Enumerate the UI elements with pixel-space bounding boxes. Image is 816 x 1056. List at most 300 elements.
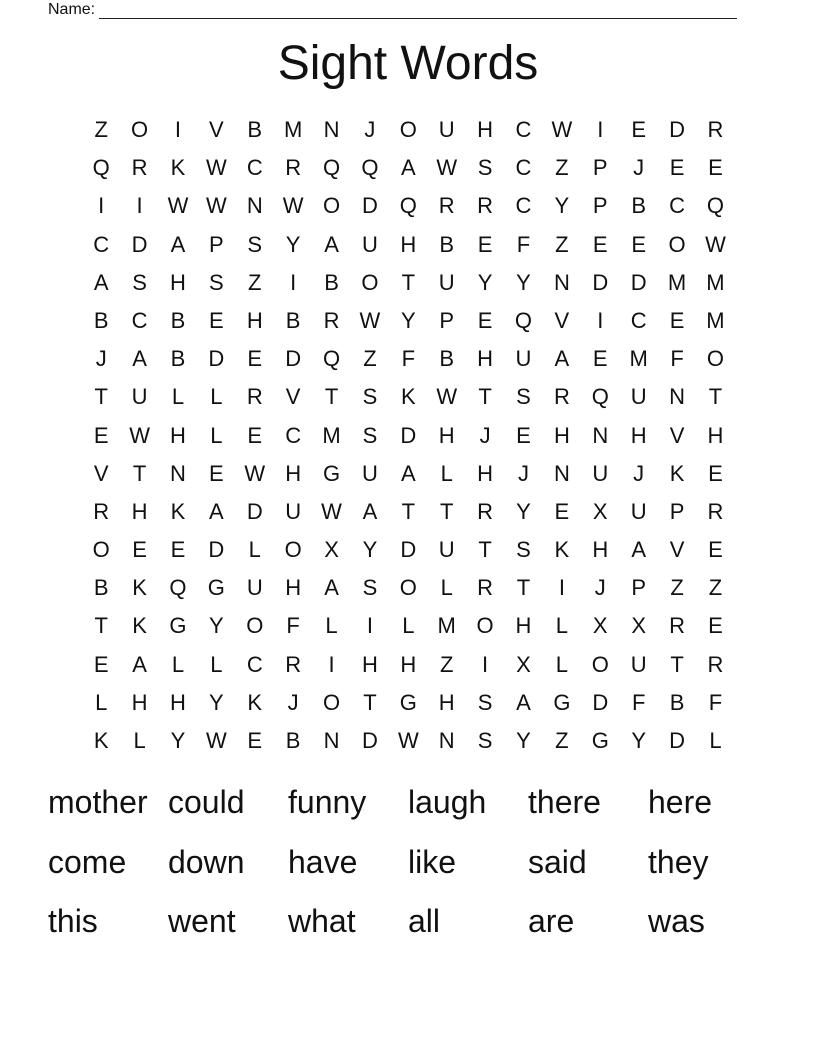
grid-cell[interactable]: T xyxy=(132,460,147,486)
grid-cell[interactable]: C xyxy=(246,651,263,677)
grid-cell[interactable]: A xyxy=(132,651,147,677)
grid-cell[interactable]: C xyxy=(669,193,685,219)
grid-cell[interactable]: I xyxy=(328,651,335,677)
grid-cell[interactable]: K xyxy=(93,728,109,753)
grid-cell[interactable]: V xyxy=(209,117,224,142)
grid-cell[interactable]: H xyxy=(170,689,186,715)
grid-cell[interactable]: Q xyxy=(361,155,379,181)
grid-cell[interactable]: Y xyxy=(362,537,378,563)
grid-cell[interactable]: D xyxy=(285,346,302,372)
grid-cell[interactable]: R xyxy=(477,575,494,601)
grid-cell[interactable]: W xyxy=(359,307,381,333)
grid-cell[interactable]: T xyxy=(439,498,454,524)
grid-cell[interactable]: D xyxy=(400,537,417,563)
grid-cell[interactable]: P xyxy=(439,307,455,333)
grid-cell[interactable]: C xyxy=(515,117,532,142)
grid-cell[interactable]: I xyxy=(174,117,182,142)
grid-cell[interactable]: E xyxy=(592,231,608,257)
word-bank-item: come xyxy=(48,843,127,880)
grid-cell[interactable]: H xyxy=(477,460,494,486)
grid-cell[interactable]: B xyxy=(170,307,186,333)
grid-cell[interactable]: K xyxy=(400,384,416,410)
grid-cell[interactable]: N xyxy=(323,117,340,142)
grid-cell[interactable]: F xyxy=(708,689,723,715)
grid-cell[interactable]: B xyxy=(93,575,109,601)
grid-cell[interactable]: W xyxy=(397,728,419,753)
grid-cell[interactable]: U xyxy=(630,498,647,524)
grid-cell[interactable]: K xyxy=(132,613,147,639)
grid-cell[interactable]: I xyxy=(597,307,604,333)
grid-cell[interactable]: Z xyxy=(248,269,262,295)
grid-cell[interactable]: C xyxy=(515,193,532,219)
grid-cell[interactable]: E xyxy=(93,422,109,448)
grid-cell[interactable]: S xyxy=(362,575,378,601)
grid-cell[interactable]: B xyxy=(439,346,455,372)
grid-cell[interactable]: Z xyxy=(670,575,684,601)
grid-cell[interactable]: Y xyxy=(209,689,224,715)
grid-cell[interactable]: T xyxy=(401,269,416,295)
grid-cell[interactable]: D xyxy=(131,231,148,257)
grid-cell[interactable]: O xyxy=(284,537,302,563)
grid-cell[interactable]: R xyxy=(707,651,724,677)
grid-cell[interactable]: J xyxy=(287,689,299,715)
grid-cell[interactable]: C xyxy=(285,422,302,448)
grid-cell[interactable]: A xyxy=(324,231,339,257)
grid-cell[interactable]: G xyxy=(553,689,571,715)
grid-cell[interactable]: H xyxy=(400,651,417,677)
grid-cell[interactable]: E xyxy=(708,460,723,486)
grid-cell[interactable]: I xyxy=(136,193,143,219)
grid-cell[interactable]: O xyxy=(476,613,494,639)
grid-cell[interactable]: R xyxy=(93,498,110,524)
grid-cell[interactable]: L xyxy=(95,689,108,715)
grid-cell[interactable]: E xyxy=(477,307,493,333)
grid-cell[interactable]: J xyxy=(633,460,645,486)
grid-cell[interactable]: F xyxy=(631,689,646,715)
grid-cell[interactable]: R xyxy=(707,117,724,142)
grid-cell[interactable]: O xyxy=(361,269,379,295)
grid-cell[interactable]: S xyxy=(516,384,531,410)
grid-cell[interactable]: Y xyxy=(285,231,301,257)
grid-cell[interactable]: E xyxy=(708,537,723,563)
grid-cell[interactable]: L xyxy=(325,613,338,639)
grid-cell[interactable]: E xyxy=(554,498,570,524)
name-blank-line[interactable] xyxy=(99,2,737,19)
grid-cell[interactable]: M xyxy=(706,269,725,295)
grid-cell[interactable]: U xyxy=(592,460,609,486)
grid-cell[interactable]: T xyxy=(478,537,492,563)
word-bank-item: was xyxy=(648,903,705,939)
grid-cell[interactable]: M xyxy=(629,346,648,372)
grid-cell[interactable]: N xyxy=(323,728,340,753)
grid-cell[interactable]: U xyxy=(246,575,263,601)
grid-cell[interactable]: E xyxy=(631,231,646,257)
grid-cell[interactable]: R xyxy=(707,498,724,524)
grid-cell[interactable]: A xyxy=(324,575,339,601)
grid-cell[interactable]: A xyxy=(400,460,416,486)
grid-cell[interactable]: O xyxy=(131,117,149,142)
grid-cell[interactable]: A xyxy=(93,269,109,295)
grid-cell[interactable]: U xyxy=(131,384,148,410)
grid-cell[interactable]: H xyxy=(592,537,609,563)
grid-cell[interactable]: P xyxy=(669,498,685,524)
grid-cell[interactable]: B xyxy=(170,346,186,372)
grid-cell[interactable]: T xyxy=(478,384,492,410)
grid-cell[interactable]: N xyxy=(246,193,263,219)
grid-cell[interactable]: H xyxy=(630,422,647,448)
grid-cell[interactable]: U xyxy=(438,117,455,142)
grid-cell[interactable]: T xyxy=(401,498,416,524)
grid-cell[interactable]: B xyxy=(631,193,646,219)
grid-cell[interactable]: M xyxy=(322,422,341,448)
grid-cell[interactable]: L xyxy=(402,613,415,639)
grid-cell[interactable]: H xyxy=(170,422,186,448)
grid-cell[interactable]: U xyxy=(630,384,647,410)
grid-cell[interactable]: V xyxy=(93,460,109,486)
grid-cell[interactable]: H xyxy=(438,689,455,715)
grid-cell[interactable]: A xyxy=(554,346,570,372)
grid-cell[interactable]: D xyxy=(630,269,647,295)
grid-cell[interactable]: E xyxy=(477,231,493,257)
grid-cell[interactable]: X xyxy=(592,498,608,524)
grid-cell[interactable]: Z xyxy=(708,575,723,601)
grid-cell[interactable]: M xyxy=(283,117,303,142)
grid-cell[interactable]: V xyxy=(554,307,570,333)
grid-cell[interactable]: W xyxy=(205,155,227,181)
grid-cell[interactable]: D xyxy=(669,117,685,142)
grid-cell[interactable]: H xyxy=(477,117,494,142)
grid-cell[interactable]: G xyxy=(591,728,609,753)
grid-cell[interactable]: U xyxy=(361,231,378,257)
grid-cell[interactable]: Q xyxy=(322,155,341,181)
grid-cell[interactable]: T xyxy=(670,651,684,677)
grid-cell[interactable]: I xyxy=(290,269,297,295)
grid-cell[interactable]: E xyxy=(170,537,186,563)
grid-cell[interactable]: D xyxy=(208,346,225,372)
grid-cell[interactable]: H xyxy=(131,498,148,524)
grid-cell[interactable]: J xyxy=(479,422,491,448)
grid-cell[interactable]: D xyxy=(208,537,225,563)
grid-cell[interactable]: H xyxy=(438,422,455,448)
grid-cell[interactable]: L xyxy=(210,384,223,410)
grid-cell[interactable]: H xyxy=(515,613,532,639)
grid-cell[interactable]: T xyxy=(516,575,531,601)
grid-cell[interactable]: R xyxy=(477,193,494,219)
grid-cell[interactable]: J xyxy=(594,575,606,601)
grid-cell[interactable]: U xyxy=(285,498,302,524)
grid-cell[interactable]: R xyxy=(131,155,148,181)
grid-cell[interactable]: S xyxy=(132,269,147,295)
grid-cell[interactable]: C xyxy=(630,307,647,333)
word-bank-item: are xyxy=(528,903,575,939)
grid-cell[interactable]: H xyxy=(361,651,378,677)
grid-cell[interactable]: H xyxy=(553,422,570,448)
grid-cell[interactable]: D xyxy=(592,269,609,295)
grid-cell[interactable]: N xyxy=(592,422,609,448)
grid-cell[interactable]: E xyxy=(708,155,723,181)
grid-cell[interactable]: B xyxy=(93,307,109,333)
grid-cell[interactable]: X xyxy=(592,613,608,639)
grid-cell[interactable]: S xyxy=(477,689,493,715)
grid-cell[interactable]: A xyxy=(209,498,224,524)
grid-cell[interactable]: V xyxy=(669,537,685,563)
grid-cell[interactable]: R xyxy=(669,613,685,639)
grid-cell[interactable]: E xyxy=(592,346,608,372)
grid-cell[interactable]: Q xyxy=(706,193,724,219)
grid-cell[interactable]: E xyxy=(93,651,109,677)
grid-cell[interactable]: B xyxy=(285,728,301,753)
grid-cell[interactable]: F xyxy=(286,613,300,639)
grid-cell[interactable]: R xyxy=(323,307,340,333)
grid-cell[interactable]: F xyxy=(516,231,531,257)
page-title: Sight Words xyxy=(277,37,539,90)
grid-cell[interactable]: L xyxy=(171,651,185,677)
grid-cell[interactable]: W xyxy=(551,117,573,142)
grid-cell[interactable]: K xyxy=(669,460,685,486)
grid-cell[interactable]: U xyxy=(438,537,455,563)
grid-cell[interactable]: T xyxy=(94,384,108,410)
grid-cell[interactable]: G xyxy=(322,460,341,486)
grid-cell[interactable]: L xyxy=(709,728,722,753)
grid-cell[interactable]: B xyxy=(669,689,685,715)
grid-cell[interactable]: Z xyxy=(555,155,569,181)
grid-cell[interactable]: W xyxy=(321,498,342,524)
grid-cell[interactable]: Y xyxy=(554,193,570,219)
grid-cell[interactable]: K xyxy=(170,498,186,524)
grid-cell[interactable]: U xyxy=(515,346,532,372)
grid-cell[interactable]: J xyxy=(364,117,376,142)
grid-cell[interactable]: J xyxy=(517,460,529,486)
grid-cell[interactable]: D xyxy=(592,689,609,715)
grid-cell[interactable]: K xyxy=(554,537,570,563)
grid-cell[interactable]: A xyxy=(516,689,531,715)
grid-cell[interactable]: E xyxy=(209,460,224,486)
grid-cell[interactable]: S xyxy=(209,269,224,295)
grid-cell[interactable]: E xyxy=(669,307,685,333)
grid-cell[interactable]: O xyxy=(246,613,264,639)
grid-cell[interactable]: P xyxy=(592,155,608,181)
grid-cell[interactable]: R xyxy=(477,498,494,524)
grid-cell[interactable]: Y xyxy=(400,307,416,333)
grid-cell[interactable]: S xyxy=(477,155,493,181)
grid-cell[interactable]: Z xyxy=(555,728,569,753)
grid-cell[interactable]: H xyxy=(707,422,724,448)
grid-cell[interactable]: G xyxy=(399,689,417,715)
grid-cell[interactable]: H xyxy=(170,269,186,295)
grid-cell[interactable]: H xyxy=(246,307,263,333)
grid-cell[interactable]: P xyxy=(209,231,224,257)
grid-cell[interactable]: B xyxy=(247,117,263,142)
grid-cell[interactable]: C xyxy=(515,155,532,181)
grid-cell[interactable]: V xyxy=(669,422,685,448)
grid-cell[interactable]: L xyxy=(440,575,453,601)
grid-cell[interactable]: L xyxy=(171,384,185,410)
grid-cell[interactable]: S xyxy=(516,537,531,563)
grid-cell[interactable]: E xyxy=(669,155,685,181)
grid-cell[interactable]: E xyxy=(631,117,646,142)
grid-cell[interactable]: R xyxy=(438,193,455,219)
grid-cell[interactable]: O xyxy=(399,575,417,601)
grid-cell[interactable]: O xyxy=(706,346,724,372)
grid-cell[interactable]: D xyxy=(361,193,378,219)
grid-cell[interactable]: W xyxy=(205,193,227,219)
word-bank-item: mother xyxy=(48,784,148,820)
grid-cell[interactable]: R xyxy=(246,384,263,410)
grid-cell[interactable]: J xyxy=(95,346,107,372)
grid-cell[interactable]: H xyxy=(131,689,148,715)
grid-cell[interactable]: N xyxy=(669,384,685,410)
word-bank-item: could xyxy=(168,784,245,820)
grid-cell[interactable]: N xyxy=(438,728,455,753)
word-bank-item: funny xyxy=(288,784,367,820)
grid-cell[interactable]: I xyxy=(98,193,105,219)
grid-cell[interactable]: D xyxy=(361,728,378,753)
grid-cell[interactable]: L xyxy=(555,651,568,677)
grid-cell[interactable]: T xyxy=(363,689,377,715)
grid-cell[interactable]: R xyxy=(553,384,570,410)
grid-cell[interactable]: X xyxy=(516,651,531,677)
grid-cell[interactable]: W xyxy=(436,384,458,410)
grid-cell[interactable]: B xyxy=(324,269,339,295)
grid-cell[interactable]: B xyxy=(439,231,455,257)
grid-cell[interactable]: Q xyxy=(591,384,609,410)
grid-cell[interactable]: A xyxy=(631,537,646,563)
grid-cell[interactable]: O xyxy=(322,193,341,219)
grid-cell[interactable]: E xyxy=(247,346,263,372)
grid-cell[interactable]: U xyxy=(361,460,378,486)
grid-cell[interactable]: M xyxy=(437,613,456,639)
grid-cell[interactable]: Y xyxy=(516,269,531,295)
grid-cell[interactable]: M xyxy=(667,269,687,295)
grid-cell[interactable]: H xyxy=(477,346,494,372)
grid-cell[interactable]: E xyxy=(132,537,147,563)
grid-cell[interactable]: K xyxy=(132,575,147,601)
grid-cell[interactable]: D xyxy=(246,498,263,524)
grid-cell[interactable]: Z xyxy=(439,651,454,677)
grid-cell[interactable]: Y xyxy=(631,728,646,753)
grid-cell[interactable]: E xyxy=(247,728,263,753)
grid-cell[interactable]: W xyxy=(282,193,304,219)
grid-cell[interactable]: F xyxy=(401,346,416,372)
grid-cell[interactable]: U xyxy=(630,651,647,677)
grid-cell[interactable]: E xyxy=(516,422,531,448)
grid-cell[interactable]: C xyxy=(131,307,148,333)
grid-cell[interactable]: L xyxy=(210,651,223,677)
grid-cell[interactable]: S xyxy=(362,422,378,448)
word-bank-item: down xyxy=(168,843,245,880)
grid-cell[interactable]: D xyxy=(400,422,417,448)
grid-cell[interactable]: W xyxy=(244,460,266,486)
grid-cell[interactable]: R xyxy=(285,651,302,677)
grid-cell[interactable]: T xyxy=(94,613,108,639)
grid-cell[interactable]: L xyxy=(555,613,568,639)
grid-cell[interactable]: Z xyxy=(555,231,569,257)
grid-cell[interactable]: N xyxy=(553,460,570,486)
grid-cell[interactable]: S xyxy=(247,231,263,257)
grid-cell[interactable]: S xyxy=(477,728,493,753)
grid-cell[interactable]: Z xyxy=(94,117,108,142)
grid-cell[interactable]: I xyxy=(558,575,565,601)
grid-cell[interactable]: D xyxy=(669,728,685,753)
grid-cell[interactable]: W xyxy=(167,193,189,219)
grid-cell[interactable]: A xyxy=(400,155,416,181)
grid-cell[interactable]: T xyxy=(708,384,723,410)
word-bank-item: like xyxy=(408,843,457,880)
grid-cell[interactable]: E xyxy=(247,422,263,448)
grid-cell[interactable]: H xyxy=(285,460,302,486)
grid-cell[interactable]: W xyxy=(705,231,726,257)
grid-cell[interactable]: J xyxy=(633,155,645,181)
grid-cell[interactable]: A xyxy=(362,498,378,524)
grid-cell[interactable]: Q xyxy=(322,346,341,372)
grid-cell[interactable]: V xyxy=(285,384,301,410)
grid-cell[interactable]: O xyxy=(92,537,110,563)
grid-cell[interactable]: K xyxy=(170,155,186,181)
grid-cell[interactable]: H xyxy=(285,575,302,601)
grid-cell[interactable]: R xyxy=(285,155,302,181)
grid-cell[interactable]: O xyxy=(668,231,686,257)
grid-cell[interactable]: O xyxy=(399,117,417,142)
grid-cell[interactable]: A xyxy=(132,346,147,372)
grid-cell[interactable]: U xyxy=(438,269,455,295)
grid-cell[interactable]: C xyxy=(93,231,110,257)
grid-cell[interactable]: Q xyxy=(169,575,187,601)
grid-cell[interactable]: Y xyxy=(209,613,224,639)
grid-cell[interactable]: K xyxy=(247,689,263,715)
grid-cell[interactable]: G xyxy=(169,613,187,639)
grid-cell[interactable]: H xyxy=(400,231,417,257)
grid-cell[interactable]: P xyxy=(631,575,646,601)
grid-cell[interactable]: L xyxy=(133,728,146,753)
grid-cell[interactable]: L xyxy=(248,537,261,563)
grid-cell[interactable]: G xyxy=(207,575,225,601)
word-bank-item: all xyxy=(408,903,441,939)
grid-cell[interactable]: Q xyxy=(514,307,533,333)
grid-cell[interactable]: Q xyxy=(92,155,110,181)
grid-cell[interactable]: O xyxy=(591,651,609,677)
grid-cell[interactable]: E xyxy=(708,613,723,639)
grid-cell[interactable]: Z xyxy=(363,346,377,372)
grid-cell[interactable]: L xyxy=(440,460,453,486)
grid-cell[interactable]: Y xyxy=(516,728,531,753)
grid-cell[interactable]: W xyxy=(436,155,458,181)
grid-cell[interactable]: P xyxy=(592,193,608,219)
grid-cell[interactable]: M xyxy=(706,307,725,333)
grid-cell[interactable]: S xyxy=(362,384,378,410)
grid-cell[interactable]: I xyxy=(366,613,373,639)
grid-cell[interactable]: X xyxy=(324,537,339,563)
grid-cell[interactable]: B xyxy=(285,307,301,333)
grid-cell[interactable]: A xyxy=(170,231,186,257)
grid-cell[interactable]: Y xyxy=(516,498,531,524)
grid-cell[interactable]: C xyxy=(246,155,263,181)
grid-cell[interactable]: L xyxy=(210,422,223,448)
grid-cell[interactable]: E xyxy=(209,307,224,333)
grid-cell[interactable]: W xyxy=(129,422,150,448)
grid-cell[interactable]: Y xyxy=(170,728,186,753)
grid-cell[interactable]: Q xyxy=(399,193,417,219)
grid-cell[interactable]: N xyxy=(553,269,570,295)
grid-cell[interactable]: I xyxy=(482,651,489,677)
grid-cell[interactable]: X xyxy=(631,613,646,639)
grid-cell[interactable]: N xyxy=(170,460,186,486)
grid-cell[interactable]: Y xyxy=(477,269,493,295)
grid-cell[interactable]: W xyxy=(205,728,227,753)
grid-cell[interactable]: O xyxy=(322,689,341,715)
grid-cell[interactable]: T xyxy=(324,384,339,410)
grid-cell[interactable]: F xyxy=(670,346,684,372)
grid-cell[interactable]: I xyxy=(597,117,604,142)
